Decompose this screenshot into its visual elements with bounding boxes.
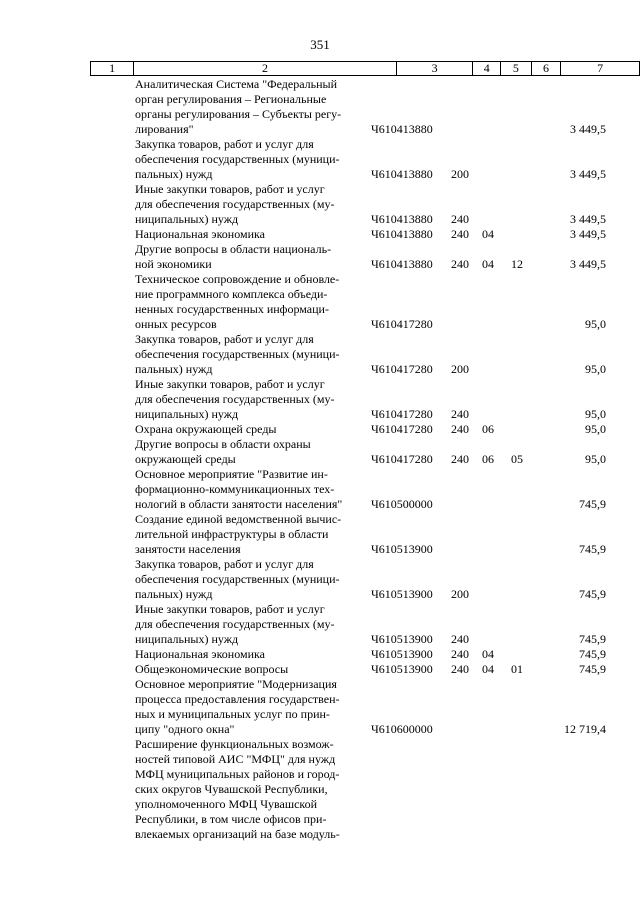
budget-table-body	[0, 77, 640, 842]
row-amount: 95,0	[585, 422, 606, 436]
row-name: Охрана окружающей среды	[135, 422, 277, 436]
table-row	[0, 272, 640, 332]
row-name: Национальная экономика	[135, 647, 265, 661]
row-amount: 12 719,4	[564, 722, 606, 736]
column-header-row	[91, 62, 640, 76]
row-expense-type: 200	[451, 362, 469, 376]
row-code: Ч610600000	[371, 722, 433, 736]
row-name: Иные закупки товаров, работ и услуг для обеспечения государственных (му- ниципальных) нужд	[135, 602, 335, 646]
row-code: Ч610413880	[371, 227, 433, 241]
row-amount: 95,0	[585, 452, 606, 466]
row-name: Закупка товаров, работ и услуг для обеспечения государственных (муници- пальных) нужд	[135, 137, 340, 181]
row-name: Расширение функциональных возмож- ностей типовой АИС "МФЦ" для нужд МФЦ муниципальных районов и город- ских округов Чувашской Республики, уполномоченного МФЦ Чувашской Республики, в том числе офисов при- влекаемых организаций на базе модуль-	[135, 737, 340, 841]
row-name: Другие вопросы в области националь- ной экономики	[135, 242, 332, 271]
row-amount: 745,9	[579, 632, 606, 646]
row-name: Иные закупки товаров, работ и услуг для обеспечения государственных (му- ниципальных) нужд	[135, 377, 335, 421]
row-name: Другие вопросы в области охраны окружающей среды	[135, 437, 311, 466]
column-header: 4	[473, 62, 501, 76]
row-code: Ч610513900	[371, 662, 433, 676]
row-name: Создание единой ведомственной вычис- лительной инфраструктуры в области занятости населения	[135, 512, 342, 556]
row-amount: 3 449,5	[570, 257, 606, 271]
row-expense-type: 240	[451, 632, 469, 646]
column-header: 6	[531, 62, 561, 76]
row-code: Ч610417280	[371, 452, 433, 466]
row-expense-type: 240	[451, 212, 469, 226]
row-expense-type: 240	[451, 452, 469, 466]
row-subsection: 12	[511, 257, 523, 271]
row-amount: 95,0	[585, 407, 606, 421]
row-amount: 3 449,5	[570, 167, 606, 181]
row-name: Закупка товаров, работ и услуг для обеспечения государственных (муници- пальных) нужд	[135, 557, 340, 601]
row-amount: 95,0	[585, 362, 606, 376]
row-expense-type: 240	[451, 227, 469, 241]
row-section: 04	[482, 662, 494, 676]
table-row	[0, 557, 640, 602]
row-amount: 3 449,5	[570, 122, 606, 136]
row-subsection: 01	[511, 662, 523, 676]
row-code: Ч610513900	[371, 587, 433, 601]
table-row	[0, 332, 640, 377]
row-amount: 3 449,5	[570, 227, 606, 241]
row-amount: 95,0	[585, 317, 606, 331]
row-section: 04	[482, 227, 494, 241]
row-expense-type: 240	[451, 407, 469, 421]
row-code: Ч610413880	[371, 212, 433, 226]
row-expense-type: 200	[451, 167, 469, 181]
table-row	[0, 467, 640, 512]
row-code: Ч610513900	[371, 647, 433, 661]
column-header: 5	[501, 62, 532, 76]
column-header: 3	[396, 62, 473, 76]
row-name: Техническое сопровождение и обновле- ние программного комплекса объеди- ненных государственных информаци- онных ресурсов	[135, 272, 340, 331]
table-row	[0, 227, 640, 242]
column-header: 1	[91, 62, 134, 76]
table-row	[0, 422, 640, 437]
row-section: 06	[482, 422, 494, 436]
row-name: Основное мероприятие "Развитие ин- формационно-коммуникационных тех- нологий в области занятости населения"	[135, 467, 343, 511]
row-code: Ч610513900	[371, 542, 433, 556]
row-amount: 745,9	[579, 497, 606, 511]
table-row	[0, 602, 640, 647]
row-code: Ч610417280	[371, 362, 433, 376]
column-header-table	[90, 61, 640, 76]
row-code: Ч610500000	[371, 497, 433, 511]
row-name: Закупка товаров, работ и услуг для обеспечения государственных (муници- пальных) нужд	[135, 332, 340, 376]
row-code: Ч610417280	[371, 407, 433, 421]
row-code: Ч610417280	[371, 317, 433, 331]
table-row	[0, 182, 640, 227]
table-row	[0, 77, 640, 137]
row-amount: 745,9	[579, 662, 606, 676]
row-amount: 3 449,5	[570, 212, 606, 226]
table-row	[0, 662, 640, 677]
table-row	[0, 137, 640, 182]
table-row	[0, 677, 640, 737]
row-amount: 745,9	[579, 647, 606, 661]
row-name: Аналитическая Система "Федеральный орган регулирования – Региональные органы регулирования – Субъекты регу- лирования"	[135, 77, 342, 136]
row-section: 04	[482, 257, 494, 271]
column-header: 7	[561, 62, 640, 76]
row-expense-type: 200	[451, 587, 469, 601]
table-row	[0, 242, 640, 272]
table-row	[0, 647, 640, 662]
table-row	[0, 377, 640, 422]
row-code: Ч610413880	[371, 257, 433, 271]
table-row	[0, 512, 640, 557]
table-row	[0, 737, 640, 842]
row-expense-type: 240	[451, 647, 469, 661]
row-code: Ч610413880	[371, 122, 433, 136]
row-amount: 745,9	[579, 542, 606, 556]
table-row	[0, 437, 640, 467]
row-section: 04	[482, 647, 494, 661]
page-number: 351	[310, 37, 330, 52]
row-amount: 745,9	[579, 587, 606, 601]
row-name: Общеэкономические вопросы	[135, 662, 289, 676]
row-expense-type: 240	[451, 422, 469, 436]
row-name: Иные закупки товаров, работ и услуг для обеспечения государственных (му- ниципальных) нужд	[135, 182, 335, 226]
row-code: Ч610513900	[371, 632, 433, 646]
row-name: Национальная экономика	[135, 227, 265, 241]
row-expense-type: 240	[451, 662, 469, 676]
row-subsection: 05	[511, 452, 523, 466]
row-section: 06	[482, 452, 494, 466]
column-header: 2	[134, 62, 396, 76]
row-expense-type: 240	[451, 257, 469, 271]
row-code: Ч610417280	[371, 422, 433, 436]
row-name: Основное мероприятие "Модернизация процесса предоставления государствен- ных и муниципальных услуг по прин- ципу "одного окна"	[135, 677, 340, 736]
row-code: Ч610413880	[371, 167, 433, 181]
